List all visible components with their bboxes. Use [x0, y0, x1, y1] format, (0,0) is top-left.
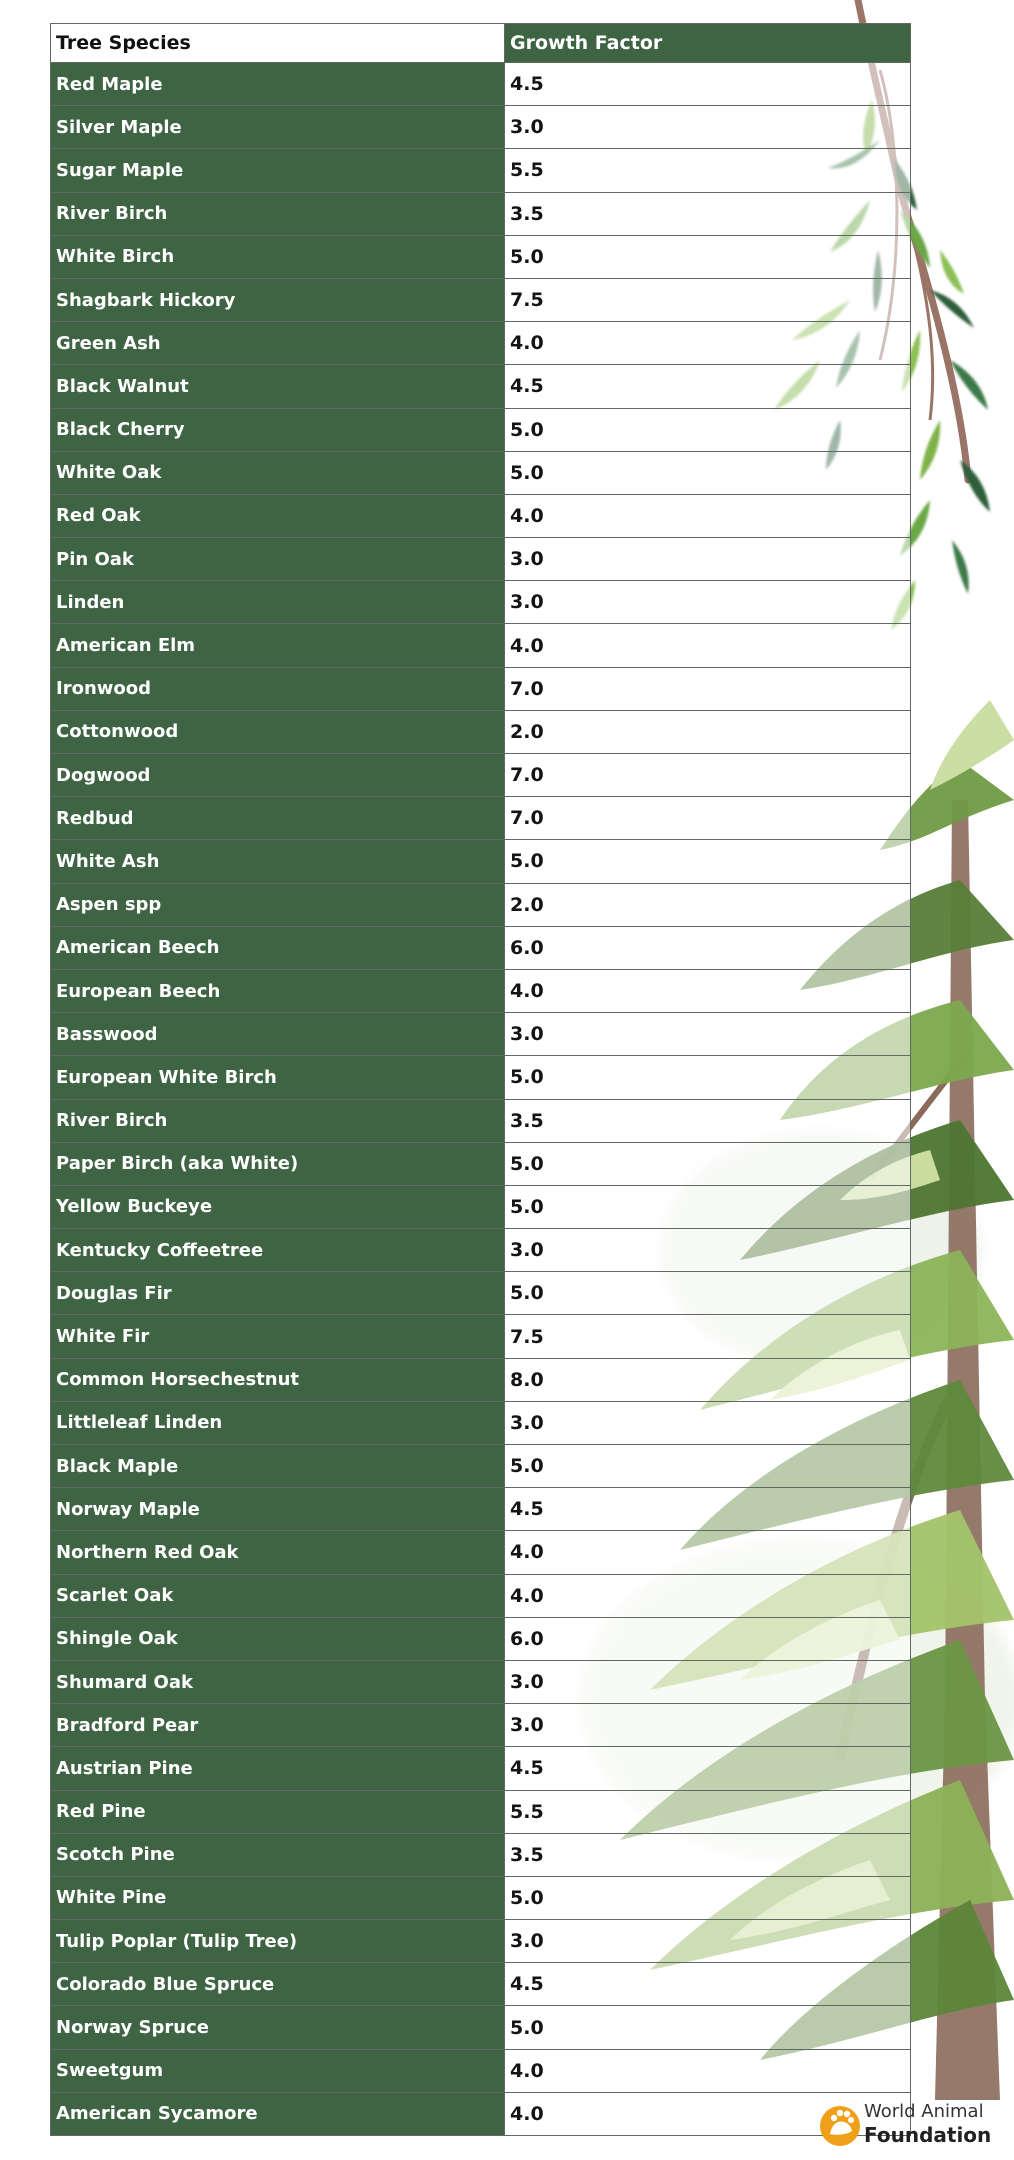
table-row [51, 1833, 911, 1876]
species-cell: Norway Spruce [51, 2006, 505, 2049]
species-cell: White Ash [51, 840, 505, 883]
table-row [51, 1142, 911, 1185]
table-row [51, 1574, 911, 1617]
table-row [51, 1315, 911, 1358]
growth-factor-cell: 7.0 [505, 797, 911, 840]
species-cell: Common Horsechestnut [51, 1358, 505, 1401]
growth-factor-cell: 5.0 [505, 1445, 911, 1488]
growth-factor-cell: 7.5 [505, 1315, 911, 1358]
table-row [51, 1790, 911, 1833]
table-row [51, 1963, 911, 2006]
species-cell: River Birch [51, 192, 505, 235]
growth-factor-cell: 5.5 [505, 1790, 911, 1833]
species-cell: Red Oak [51, 494, 505, 537]
growth-factor-cell: 5.0 [505, 1876, 911, 1919]
growth-factor-cell: 4.0 [505, 624, 911, 667]
table-header-row [51, 24, 911, 63]
table-row [51, 63, 911, 106]
table-row [51, 1099, 911, 1142]
species-cell: Shagbark Hickory [51, 278, 505, 321]
table-row [51, 149, 911, 192]
species-cell: Shumard Oak [51, 1660, 505, 1703]
growth-factor-cell: 6.0 [505, 926, 911, 969]
species-cell: European White Birch [51, 1056, 505, 1099]
growth-factor-cell: 2.0 [505, 710, 911, 753]
table-row [51, 192, 911, 235]
species-cell: Colorado Blue Spruce [51, 1963, 505, 2006]
table-row [51, 1013, 911, 1056]
species-cell: White Pine [51, 1876, 505, 1919]
species-cell: Sweetgum [51, 2049, 505, 2092]
table-row [51, 1704, 911, 1747]
species-cell: Aspen spp [51, 883, 505, 926]
species-cell: Green Ash [51, 322, 505, 365]
growth-factor-cell: 5.0 [505, 1272, 911, 1315]
species-cell: Linden [51, 581, 505, 624]
table-row [51, 840, 911, 883]
species-cell: Scotch Pine [51, 1833, 505, 1876]
growth-factor-cell: 5.5 [505, 149, 911, 192]
growth-factor-cell: 5.0 [505, 2006, 911, 2049]
species-cell: Cottonwood [51, 710, 505, 753]
growth-factor-cell: 4.5 [505, 1747, 911, 1790]
table-row [51, 1229, 911, 1272]
species-cell: Red Maple [51, 63, 505, 106]
species-cell: Paper Birch (aka White) [51, 1142, 505, 1185]
table-row [51, 365, 911, 408]
world-animal-foundation-logo [818, 2098, 1010, 2152]
growth-factor-cell: 4.5 [505, 1488, 911, 1531]
growth-factor-cell: 4.5 [505, 365, 911, 408]
growth-factor-cell: 3.0 [505, 581, 911, 624]
table-row [51, 797, 911, 840]
table-row [51, 1531, 911, 1574]
table-row [51, 1358, 911, 1401]
species-cell: Black Maple [51, 1445, 505, 1488]
species-cell: Shingle Oak [51, 1617, 505, 1660]
species-cell: Norway Maple [51, 1488, 505, 1531]
species-cell: White Fir [51, 1315, 505, 1358]
table-row [51, 1185, 911, 1228]
growth-factor-cell: 4.0 [505, 494, 911, 537]
table-row [51, 667, 911, 710]
table-row [51, 1056, 911, 1099]
species-cell: American Elm [51, 624, 505, 667]
table-row [51, 322, 911, 365]
table-row [51, 624, 911, 667]
growth-factor-cell: 3.0 [505, 1704, 911, 1747]
table-row [51, 106, 911, 149]
table-row [51, 278, 911, 321]
table-row [51, 451, 911, 494]
species-cell: Tulip Poplar (Tulip Tree) [51, 1920, 505, 1963]
growth-factor-cell: 4.0 [505, 969, 911, 1012]
logo-text-foundation: Foundation [864, 2123, 992, 2147]
growth-factor-cell: 5.0 [505, 235, 911, 278]
growth-factor-cell: 4.0 [505, 2092, 911, 2135]
growth-factor-cell: 3.0 [505, 538, 911, 581]
header-growth-factor: Growth Factor [505, 24, 911, 63]
table-row [51, 1876, 911, 1919]
species-cell: European Beech [51, 969, 505, 1012]
growth-factor-cell: 5.0 [505, 1142, 911, 1185]
growth-factor-cell: 5.0 [505, 840, 911, 883]
species-cell: Silver Maple [51, 106, 505, 149]
table-row [51, 2006, 911, 2049]
table-row [51, 969, 911, 1012]
table-row [51, 538, 911, 581]
growth-factor-cell: 4.0 [505, 322, 911, 365]
species-cell: Northern Red Oak [51, 1531, 505, 1574]
table-row [51, 581, 911, 624]
table-row [51, 926, 911, 969]
species-cell: Bradford Pear [51, 1704, 505, 1747]
table-row [51, 1445, 911, 1488]
species-cell: Dogwood [51, 754, 505, 797]
growth-factor-cell: 4.0 [505, 1574, 911, 1617]
species-cell: Littleleaf Linden [51, 1401, 505, 1444]
species-cell: River Birch [51, 1099, 505, 1142]
species-cell: Kentucky Coffeetree [51, 1229, 505, 1272]
species-cell: Black Cherry [51, 408, 505, 451]
growth-factor-cell: 2.0 [505, 883, 911, 926]
growth-factor-cell: 3.0 [505, 1660, 911, 1703]
table-row [51, 754, 911, 797]
species-cell: White Birch [51, 235, 505, 278]
species-cell: Basswood [51, 1013, 505, 1056]
species-cell: Sugar Maple [51, 149, 505, 192]
growth-factor-cell: 5.0 [505, 1056, 911, 1099]
growth-factor-cell: 3.5 [505, 1099, 911, 1142]
species-cell: Pin Oak [51, 538, 505, 581]
species-cell: Austrian Pine [51, 1747, 505, 1790]
growth-factor-cell: 4.0 [505, 1531, 911, 1574]
table-row [51, 1920, 911, 1963]
species-cell: White Oak [51, 451, 505, 494]
growth-factor-cell: 3.0 [505, 1401, 911, 1444]
table-row [51, 1660, 911, 1703]
table-row [51, 2092, 911, 2135]
species-cell: Ironwood [51, 667, 505, 710]
paw-hand-icon [818, 2098, 868, 2148]
species-cell: American Sycamore [51, 2092, 505, 2135]
species-cell: Douglas Fir [51, 1272, 505, 1315]
table-row [51, 1747, 911, 1790]
growth-factor-cell: 4.5 [505, 1963, 911, 2006]
species-cell: American Beech [51, 926, 505, 969]
logo-text-world-animal: World Animal [864, 2101, 984, 2122]
table-row [51, 235, 911, 278]
table-row [51, 1272, 911, 1315]
species-cell: Black Walnut [51, 365, 505, 408]
growth-factor-cell: 4.0 [505, 2049, 911, 2092]
growth-factor-cell: 7.0 [505, 754, 911, 797]
table-row [51, 1617, 911, 1660]
growth-factor-cell: 3.0 [505, 106, 911, 149]
growth-factor-cell: 3.0 [505, 1920, 911, 1963]
growth-factor-cell: 7.5 [505, 278, 911, 321]
table-row [51, 883, 911, 926]
species-cell: Red Pine [51, 1790, 505, 1833]
growth-factor-cell: 6.0 [505, 1617, 911, 1660]
growth-factor-cell: 7.0 [505, 667, 911, 710]
table-row [51, 408, 911, 451]
growth-factor-cell: 3.0 [505, 1229, 911, 1272]
species-cell: Redbud [51, 797, 505, 840]
table-row [51, 2049, 911, 2092]
growth-factor-cell: 5.0 [505, 451, 911, 494]
growth-factor-cell: 3.5 [505, 192, 911, 235]
table-row [51, 1401, 911, 1444]
growth-factor-cell: 3.0 [505, 1013, 911, 1056]
growth-factor-cell: 5.0 [505, 408, 911, 451]
species-cell: Yellow Buckeye [51, 1185, 505, 1228]
growth-factor-cell: 5.0 [505, 1185, 911, 1228]
growth-factor-cell: 4.5 [505, 63, 911, 106]
header-tree-species: Tree Species [51, 24, 505, 63]
table-row [51, 710, 911, 753]
growth-factor-cell: 8.0 [505, 1358, 911, 1401]
table-row [51, 494, 911, 537]
growth-factor-table [50, 23, 911, 2136]
table-row [51, 1488, 911, 1531]
growth-factor-cell: 3.5 [505, 1833, 911, 1876]
species-cell: Scarlet Oak [51, 1574, 505, 1617]
